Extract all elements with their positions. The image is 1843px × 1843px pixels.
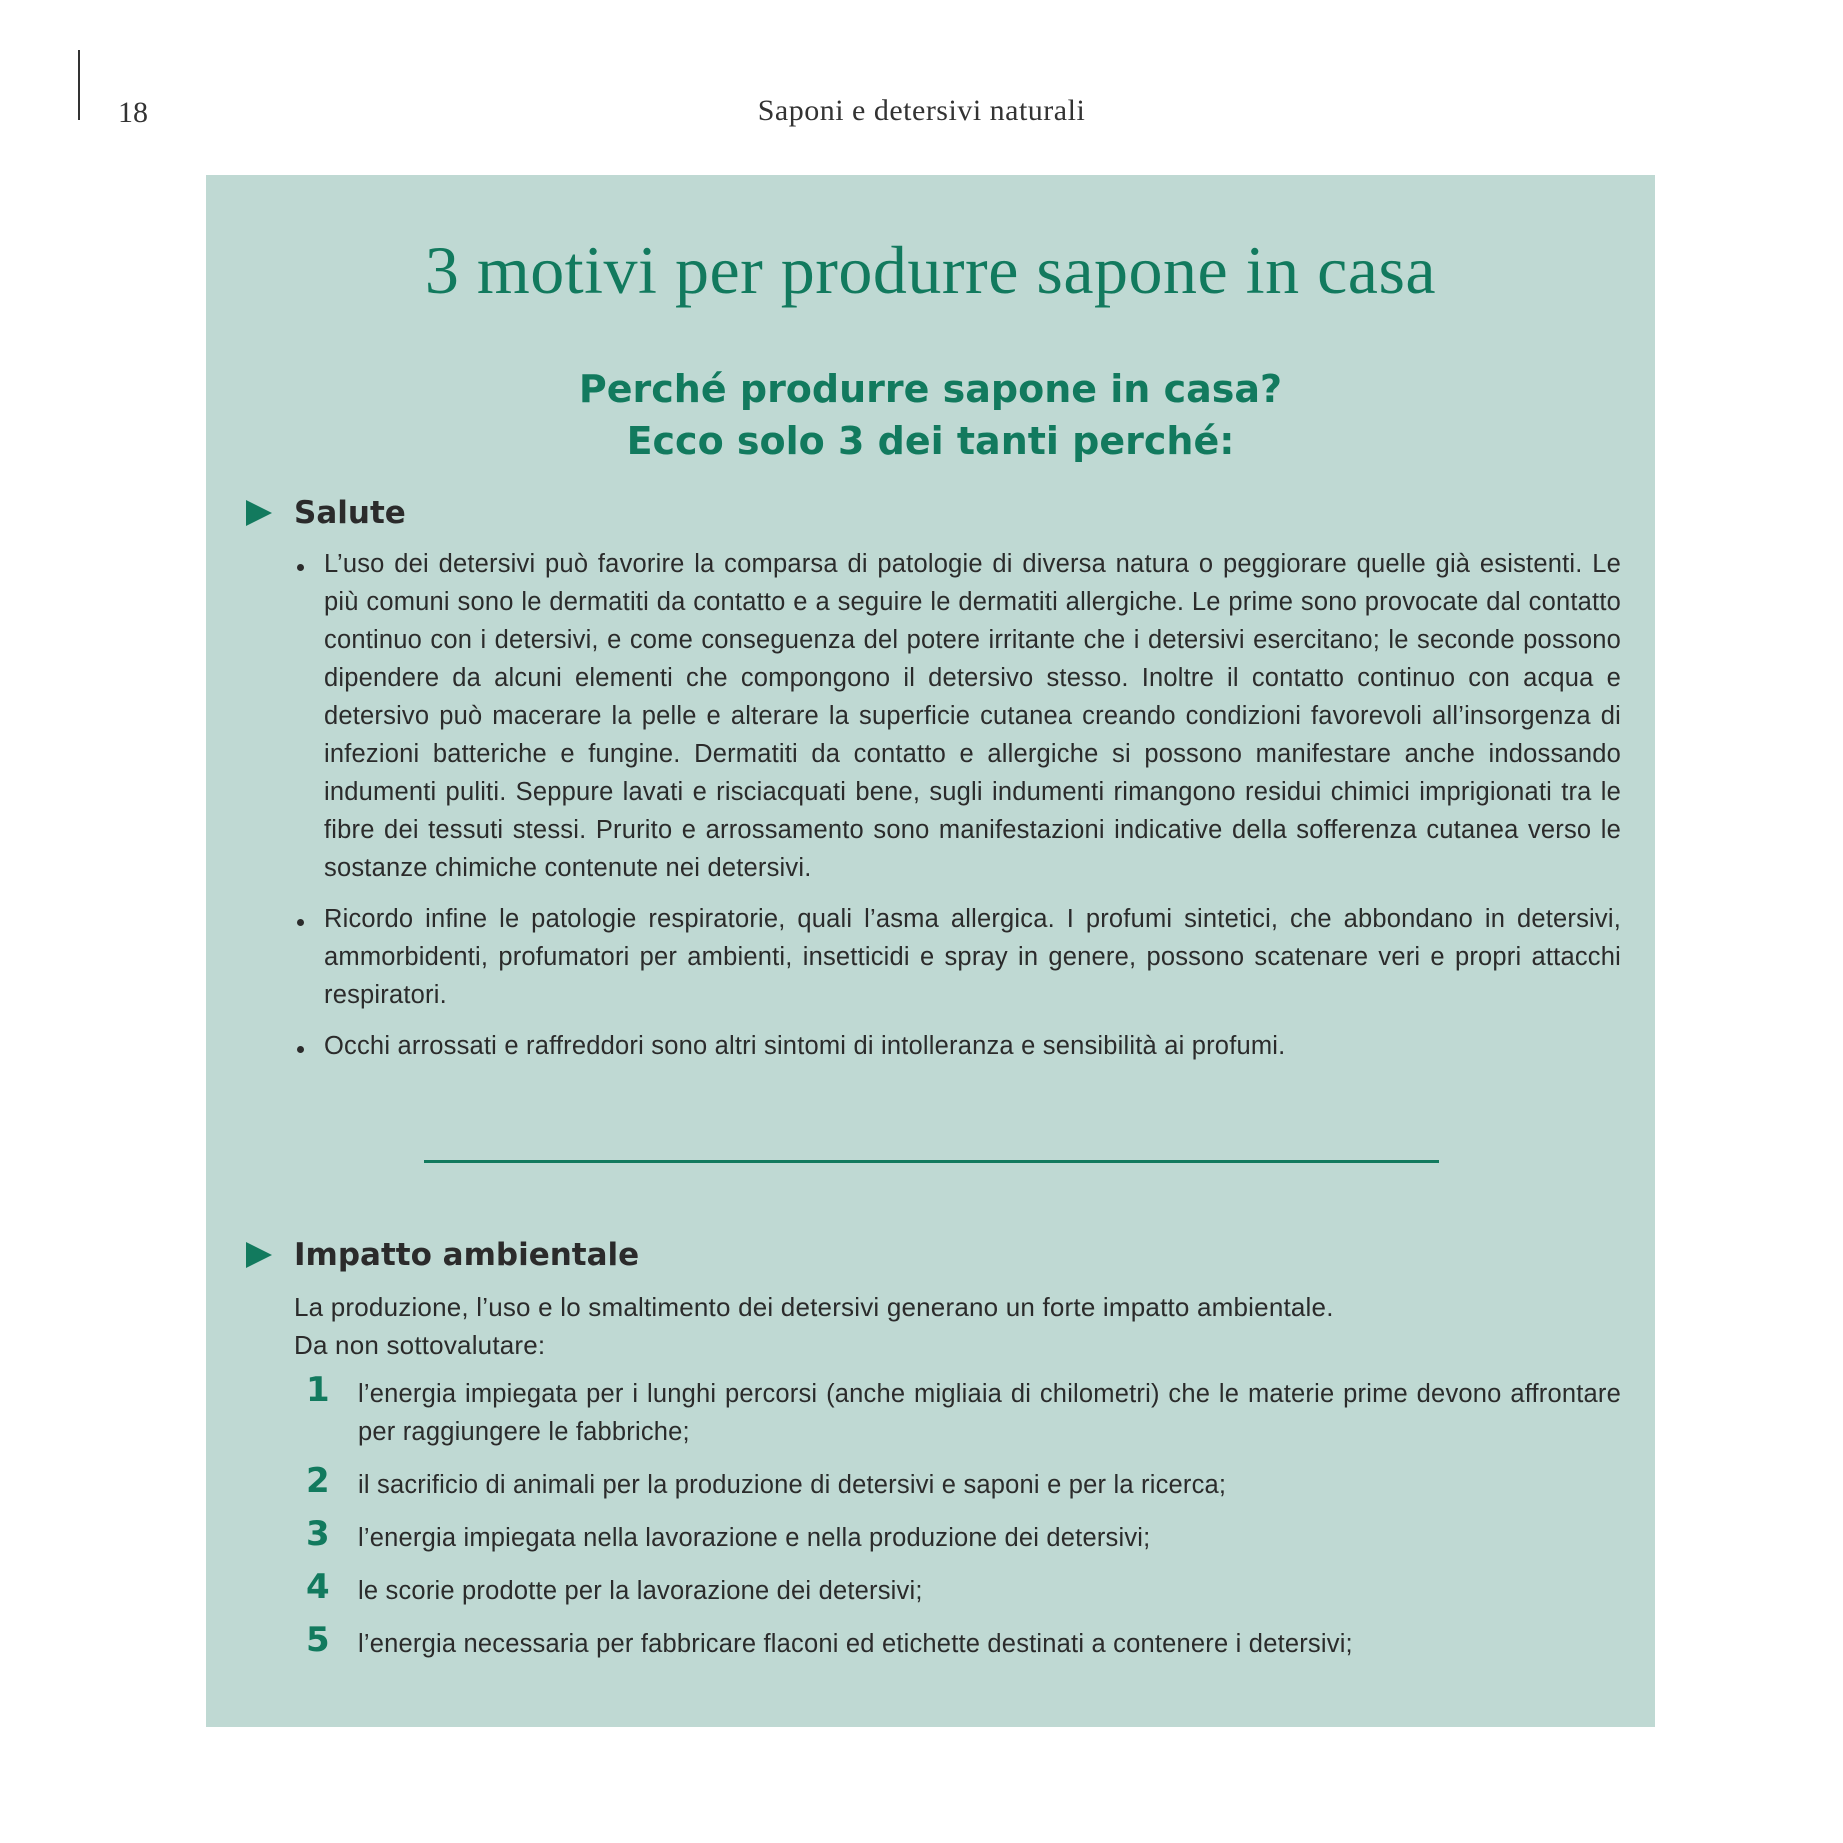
subtitle-line-1: Perché produrre sapone in casa? [578, 367, 1283, 411]
triangle-bullet-icon [246, 500, 272, 526]
list-item-text: l’energia impiegata per i lunghi percorsi (anche migliaia di chilometri) che le materie prime devono affrontare per raggiungere le fabbriche; [358, 1380, 1621, 1446]
impatto-intro [294, 1288, 1594, 1364]
impatto-numbered-list [306, 1370, 1621, 1678]
list-item: L’uso dei detersivi può favorire la comparsa di patologie di diversa natura o peggiorare quelle già esistenti. Le più comuni sono le dermatiti da contatto e a seguire le dermatiti allergiche. Le prime sono provocate dal contatto continuo con i detersivi, e come conseguenza del potere irritante che i detersivi esercitano; le seconde possono dipendere da alcuni elementi che compongono il detersivo stesso. Inoltre il contatto continuo con acqua e detersivo può macerare la pelle e alterare la superficie cutanea creando condizioni favorevoli all’insorgenza di infezioni batteriche e fungine. Dermatiti da contatto e allergiche si possono manifestare anche indossando indumenti puliti. Seppure lavati e risciacquati bene, sugli indumenti rimangono residui chimici imprigionati tra le fibre dei tessuti stessi. Prurito e arrossamento sono manifestazioni indicative della sofferenza cutanea verso le sostanze chimiche contenute nei detersivi. [291, 545, 1621, 887]
section-heading-salute [246, 495, 406, 531]
section-heading-impatto [246, 1237, 639, 1273]
list-item [306, 1567, 1621, 1610]
list-number: 3 [306, 1514, 330, 1554]
list-number: 5 [306, 1620, 330, 1660]
list-item [306, 1461, 1621, 1504]
list-number: 2 [306, 1461, 330, 1501]
section-heading-label: Impatto ambientale [294, 1237, 640, 1273]
section-heading-label: Salute [294, 495, 406, 531]
running-title: Saponi e detersivi naturali [757, 94, 1086, 127]
feature-box [206, 175, 1655, 1727]
subtitle-line-2: Ecco solo 3 dei tanti perché: [626, 419, 1235, 463]
list-item-text: le scorie prodotte per la lavorazione dei detersivi; [358, 1577, 923, 1605]
section-divider [424, 1160, 1439, 1163]
list-number: 4 [306, 1567, 330, 1607]
list-item [306, 1514, 1621, 1557]
list-item-text: il sacrificio di animali per la produzione di detersivi e saponi e per la ricerca; [358, 1471, 1227, 1499]
list-number: 1 [306, 1370, 330, 1410]
list-item-text: l’energia necessaria per fabbricare flaconi ed etichette destinati a contenere i detersivi; [358, 1630, 1353, 1658]
list-item: Occhi arrossati e raffreddori sono altri sintomi di intolleranza e sensibilità ai profumi. [291, 1027, 1621, 1065]
page-number: 18 [118, 96, 148, 129]
triangle-bullet-icon [246, 1242, 272, 1268]
list-item [306, 1370, 1621, 1451]
box-subtitle [206, 363, 1655, 467]
salute-bullet-list [291, 545, 1621, 1078]
list-item: Ricordo infine le patologie respiratorie, quali l’asma allergica. I profumi sintetici, che abbondano in detersivi, ammorbidenti, profumatori per ambienti, insetticidi e spray in genere, possono scatenare veri e propri attacchi respiratori. [291, 900, 1621, 1014]
list-item-text: l’energia impiegata nella lavorazione e nella produzione dei detersivi; [358, 1524, 1151, 1552]
intro-line-2: Da non sottovalutare: [294, 1330, 546, 1360]
intro-line-1: La produzione, l’uso e lo smaltimento dei detersivi generano un forte impatto ambientale. [294, 1292, 1334, 1322]
list-item [306, 1620, 1621, 1663]
box-title: 3 motivi per produrre sapone in casa [424, 232, 1437, 308]
